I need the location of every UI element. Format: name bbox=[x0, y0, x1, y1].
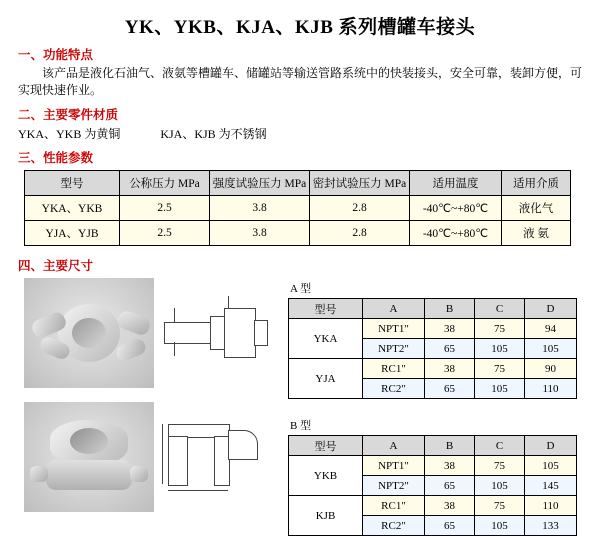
photo-coupling-a bbox=[24, 278, 154, 388]
cell-d: 133 bbox=[525, 516, 577, 536]
cell-model: KJB bbox=[289, 496, 363, 536]
cell-b: 38 bbox=[425, 319, 475, 339]
table-row bbox=[289, 319, 577, 339]
cell-a: NPT1" bbox=[363, 456, 425, 476]
material-line bbox=[18, 125, 600, 142]
figure-type-a bbox=[24, 278, 274, 388]
th-d: D bbox=[525, 299, 577, 319]
section-heading-features: 一、功能特点 bbox=[18, 48, 94, 62]
th-seal-test-pressure: 密封试验压力 MPa bbox=[310, 171, 410, 196]
th-d: D bbox=[525, 436, 577, 456]
cell-temperature: -40℃~+80℃ bbox=[410, 221, 502, 246]
cell-a: NPT2" bbox=[363, 476, 425, 496]
cell-model: YJA bbox=[289, 359, 363, 399]
th-nominal-pressure: 公称压力 MPa bbox=[120, 171, 210, 196]
th-b: B bbox=[425, 436, 475, 456]
table-row bbox=[289, 456, 577, 476]
material-stainless: KJA、KJB 为不锈钢 bbox=[160, 127, 267, 141]
th-strength-test-pressure: 强度试验压力 MPa bbox=[210, 171, 310, 196]
cell-temperature: -40℃~+80℃ bbox=[410, 196, 502, 221]
th-c: C bbox=[475, 299, 525, 319]
table-row bbox=[25, 196, 571, 221]
cell-medium: 液化气 bbox=[502, 196, 571, 221]
cell-d: 90 bbox=[525, 359, 577, 379]
cell-model: YKA bbox=[289, 319, 363, 359]
table-row bbox=[25, 221, 571, 246]
cell-a: NPT2" bbox=[363, 339, 425, 359]
cell-medium: 液 氨 bbox=[502, 221, 571, 246]
table-header-row bbox=[289, 299, 577, 319]
cell-a: RC2" bbox=[363, 516, 425, 536]
label-type-b: B 型 bbox=[290, 420, 312, 432]
cell-c: 105 bbox=[475, 516, 525, 536]
cell-model: YJA、YJB bbox=[25, 221, 120, 246]
figure-type-b bbox=[24, 402, 274, 512]
cell-model: YKA、YKB bbox=[25, 196, 120, 221]
cell-c: 105 bbox=[475, 339, 525, 359]
table-row bbox=[289, 359, 577, 379]
cell-seal-pressure: 2.8 bbox=[310, 221, 410, 246]
cell-strength-pressure: 3.8 bbox=[210, 196, 310, 221]
cell-b: 65 bbox=[425, 379, 475, 399]
cell-b: 65 bbox=[425, 476, 475, 496]
th-model: 型号 bbox=[289, 299, 363, 319]
performance-table bbox=[24, 170, 571, 246]
photo-coupling-b bbox=[24, 402, 154, 512]
cell-seal-pressure: 2.8 bbox=[310, 196, 410, 221]
features-paragraph: 该产品是液化石油气、液氨等槽罐车、储罐站等输送管路系统中的快装接头，安全可靠，装卸方便，可实现快速作业。 bbox=[18, 66, 583, 97]
cell-c: 105 bbox=[475, 379, 525, 399]
table-header-row bbox=[25, 171, 571, 196]
section-heading-performance: 三、性能参数 bbox=[18, 151, 94, 165]
cell-b: 38 bbox=[425, 456, 475, 476]
cell-d: 110 bbox=[525, 496, 577, 516]
cell-c: 105 bbox=[475, 476, 525, 496]
cell-model: YKB bbox=[289, 456, 363, 496]
cell-d: 105 bbox=[525, 339, 577, 359]
cell-d: 110 bbox=[525, 379, 577, 399]
cell-b: 38 bbox=[425, 359, 475, 379]
cell-d: 145 bbox=[525, 476, 577, 496]
cell-b: 65 bbox=[425, 516, 475, 536]
th-model: 型号 bbox=[289, 436, 363, 456]
figure-column bbox=[24, 278, 274, 512]
th-temperature: 适用温度 bbox=[410, 171, 502, 196]
cell-d: 94 bbox=[525, 319, 577, 339]
th-a: A bbox=[363, 299, 425, 319]
line-drawing-a bbox=[154, 278, 274, 388]
cell-nominal-pressure: 2.5 bbox=[120, 196, 210, 221]
cell-nominal-pressure: 2.5 bbox=[120, 221, 210, 246]
cell-c: 75 bbox=[475, 359, 525, 379]
cell-a: NPT1" bbox=[363, 319, 425, 339]
cell-c: 75 bbox=[475, 456, 525, 476]
th-b: B bbox=[425, 299, 475, 319]
page-title: YK、YKB、KJA、KJB 系列槽罐车接头 bbox=[124, 17, 476, 38]
section-heading-dimensions: 四、主要尺寸 bbox=[18, 259, 94, 273]
cell-b: 65 bbox=[425, 339, 475, 359]
document-page bbox=[0, 12, 600, 532]
cell-c: 75 bbox=[475, 496, 525, 516]
dimensions-area bbox=[0, 278, 600, 532]
line-drawing-b bbox=[154, 402, 274, 512]
cell-d: 105 bbox=[525, 456, 577, 476]
dimension-table-b bbox=[288, 435, 577, 536]
cell-a: RC1" bbox=[363, 496, 425, 516]
cell-strength-pressure: 3.8 bbox=[210, 221, 310, 246]
th-medium: 适用介质 bbox=[502, 171, 571, 196]
section-heading-material: 二、主要零件材质 bbox=[18, 108, 119, 122]
th-model: 型号 bbox=[25, 171, 120, 196]
cell-a: RC2" bbox=[363, 379, 425, 399]
material-brass: YKA、YKB 为黄铜 bbox=[18, 127, 121, 141]
th-c: C bbox=[475, 436, 525, 456]
dimension-tables-column bbox=[288, 278, 578, 536]
table-header-row bbox=[289, 436, 577, 456]
table-row bbox=[289, 496, 577, 516]
label-type-a: A 型 bbox=[290, 283, 312, 295]
th-a: A bbox=[363, 436, 425, 456]
dimension-table-a bbox=[288, 298, 577, 399]
cell-b: 38 bbox=[425, 496, 475, 516]
cell-c: 75 bbox=[475, 319, 525, 339]
cell-a: RC1" bbox=[363, 359, 425, 379]
